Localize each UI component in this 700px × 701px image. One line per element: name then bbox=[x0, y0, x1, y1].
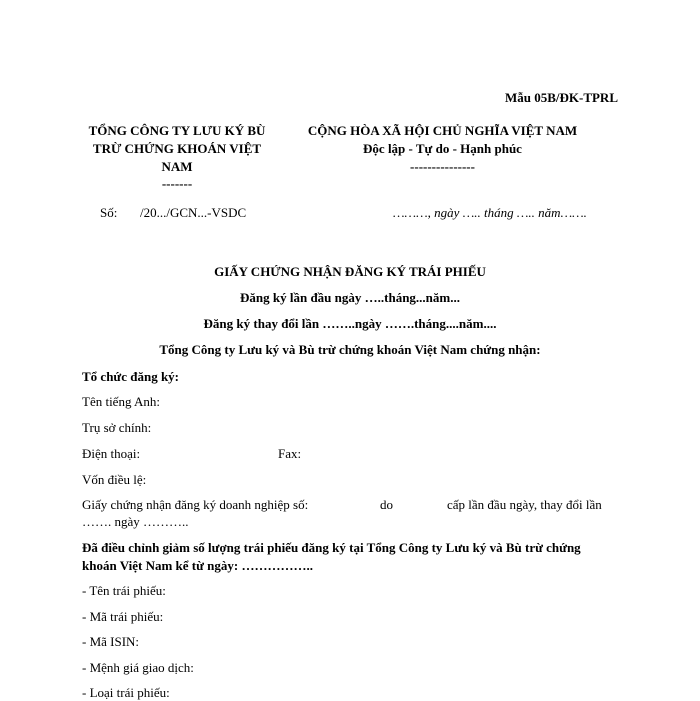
adjustment-heading-line-2: khoán Việt Nam kể từ ngày: …………….. bbox=[82, 558, 313, 573]
bond-type-label: - Loại trái phiếu: bbox=[82, 685, 170, 700]
republic-motto: Độc lập - Tự do - Hạnh phúc bbox=[363, 141, 522, 156]
number-value: /20.../GCN...-VSDC bbox=[140, 205, 247, 220]
republic-line-1: CỘNG HÒA XÃ HỘI CHỦ NGHĨA VIỆT NAM bbox=[307, 123, 578, 138]
org-heading: Tổ chức đăng ký: bbox=[82, 369, 180, 384]
par-value-label: - Mệnh giá giao dịch: bbox=[82, 660, 194, 675]
document-title: GIẤY CHỨNG NHẬN ĐĂNG KÝ TRÁI PHIẾU bbox=[214, 264, 486, 279]
phone-label: Điện thoại: bbox=[82, 446, 141, 461]
fax-label: Fax: bbox=[278, 446, 302, 461]
business-cert-by: do bbox=[380, 497, 393, 512]
date-place: ………, ngày ….. tháng ….. năm……. bbox=[393, 205, 587, 220]
form-code: Mẫu 05B/ĐK-TPRL bbox=[504, 90, 618, 105]
issuer-line-1: TỔNG CÔNG TY LƯU KÝ BÙ bbox=[88, 123, 266, 138]
charter-capital-label: Vốn điều lệ: bbox=[82, 472, 147, 487]
issuer-header bbox=[72, 122, 282, 192]
number-label: Số: bbox=[100, 205, 118, 220]
adjustment-heading-line-1: Đã điều chỉnh giảm số lượng trái phiếu đăng ký tại Tổng Công ty Lưu ký và Bù trừ chứng bbox=[82, 540, 581, 555]
head-office-label: Trụ sở chính: bbox=[82, 420, 152, 435]
english-name-label: Tên tiếng Anh: bbox=[82, 394, 160, 409]
bond-name-label: - Tên trái phiếu: bbox=[82, 583, 166, 598]
issuer-line-2: TRỪ CHỨNG KHOÁN VIỆT bbox=[92, 141, 262, 156]
isin-label: - Mã ISIN: bbox=[82, 634, 140, 649]
issuer-line-3: NAM bbox=[161, 159, 193, 174]
bond-code-label: - Mã trái phiếu: bbox=[82, 609, 164, 624]
issuer-dash: ------- bbox=[161, 176, 193, 191]
business-cert-label: Giấy chứng nhận đăng ký doanh nghiệp số: bbox=[82, 497, 309, 512]
business-cert-first-issue: cấp lần đầu ngày, thay đổi lần bbox=[447, 497, 602, 512]
republic-dash: --------------- bbox=[410, 159, 475, 174]
republic-header bbox=[290, 122, 595, 176]
business-cert-date: ……. ngày ……….. bbox=[82, 514, 189, 529]
first-registration: Đăng ký lần đầu ngày …..tháng...năm... bbox=[240, 290, 460, 305]
certifier-statement: Tổng Công ty Lưu ký và Bù trừ chứng khoán Việt Nam chứng nhận: bbox=[159, 342, 541, 357]
change-registration: Đăng ký thay đổi lần ……..ngày …….tháng....năm.... bbox=[203, 316, 497, 331]
